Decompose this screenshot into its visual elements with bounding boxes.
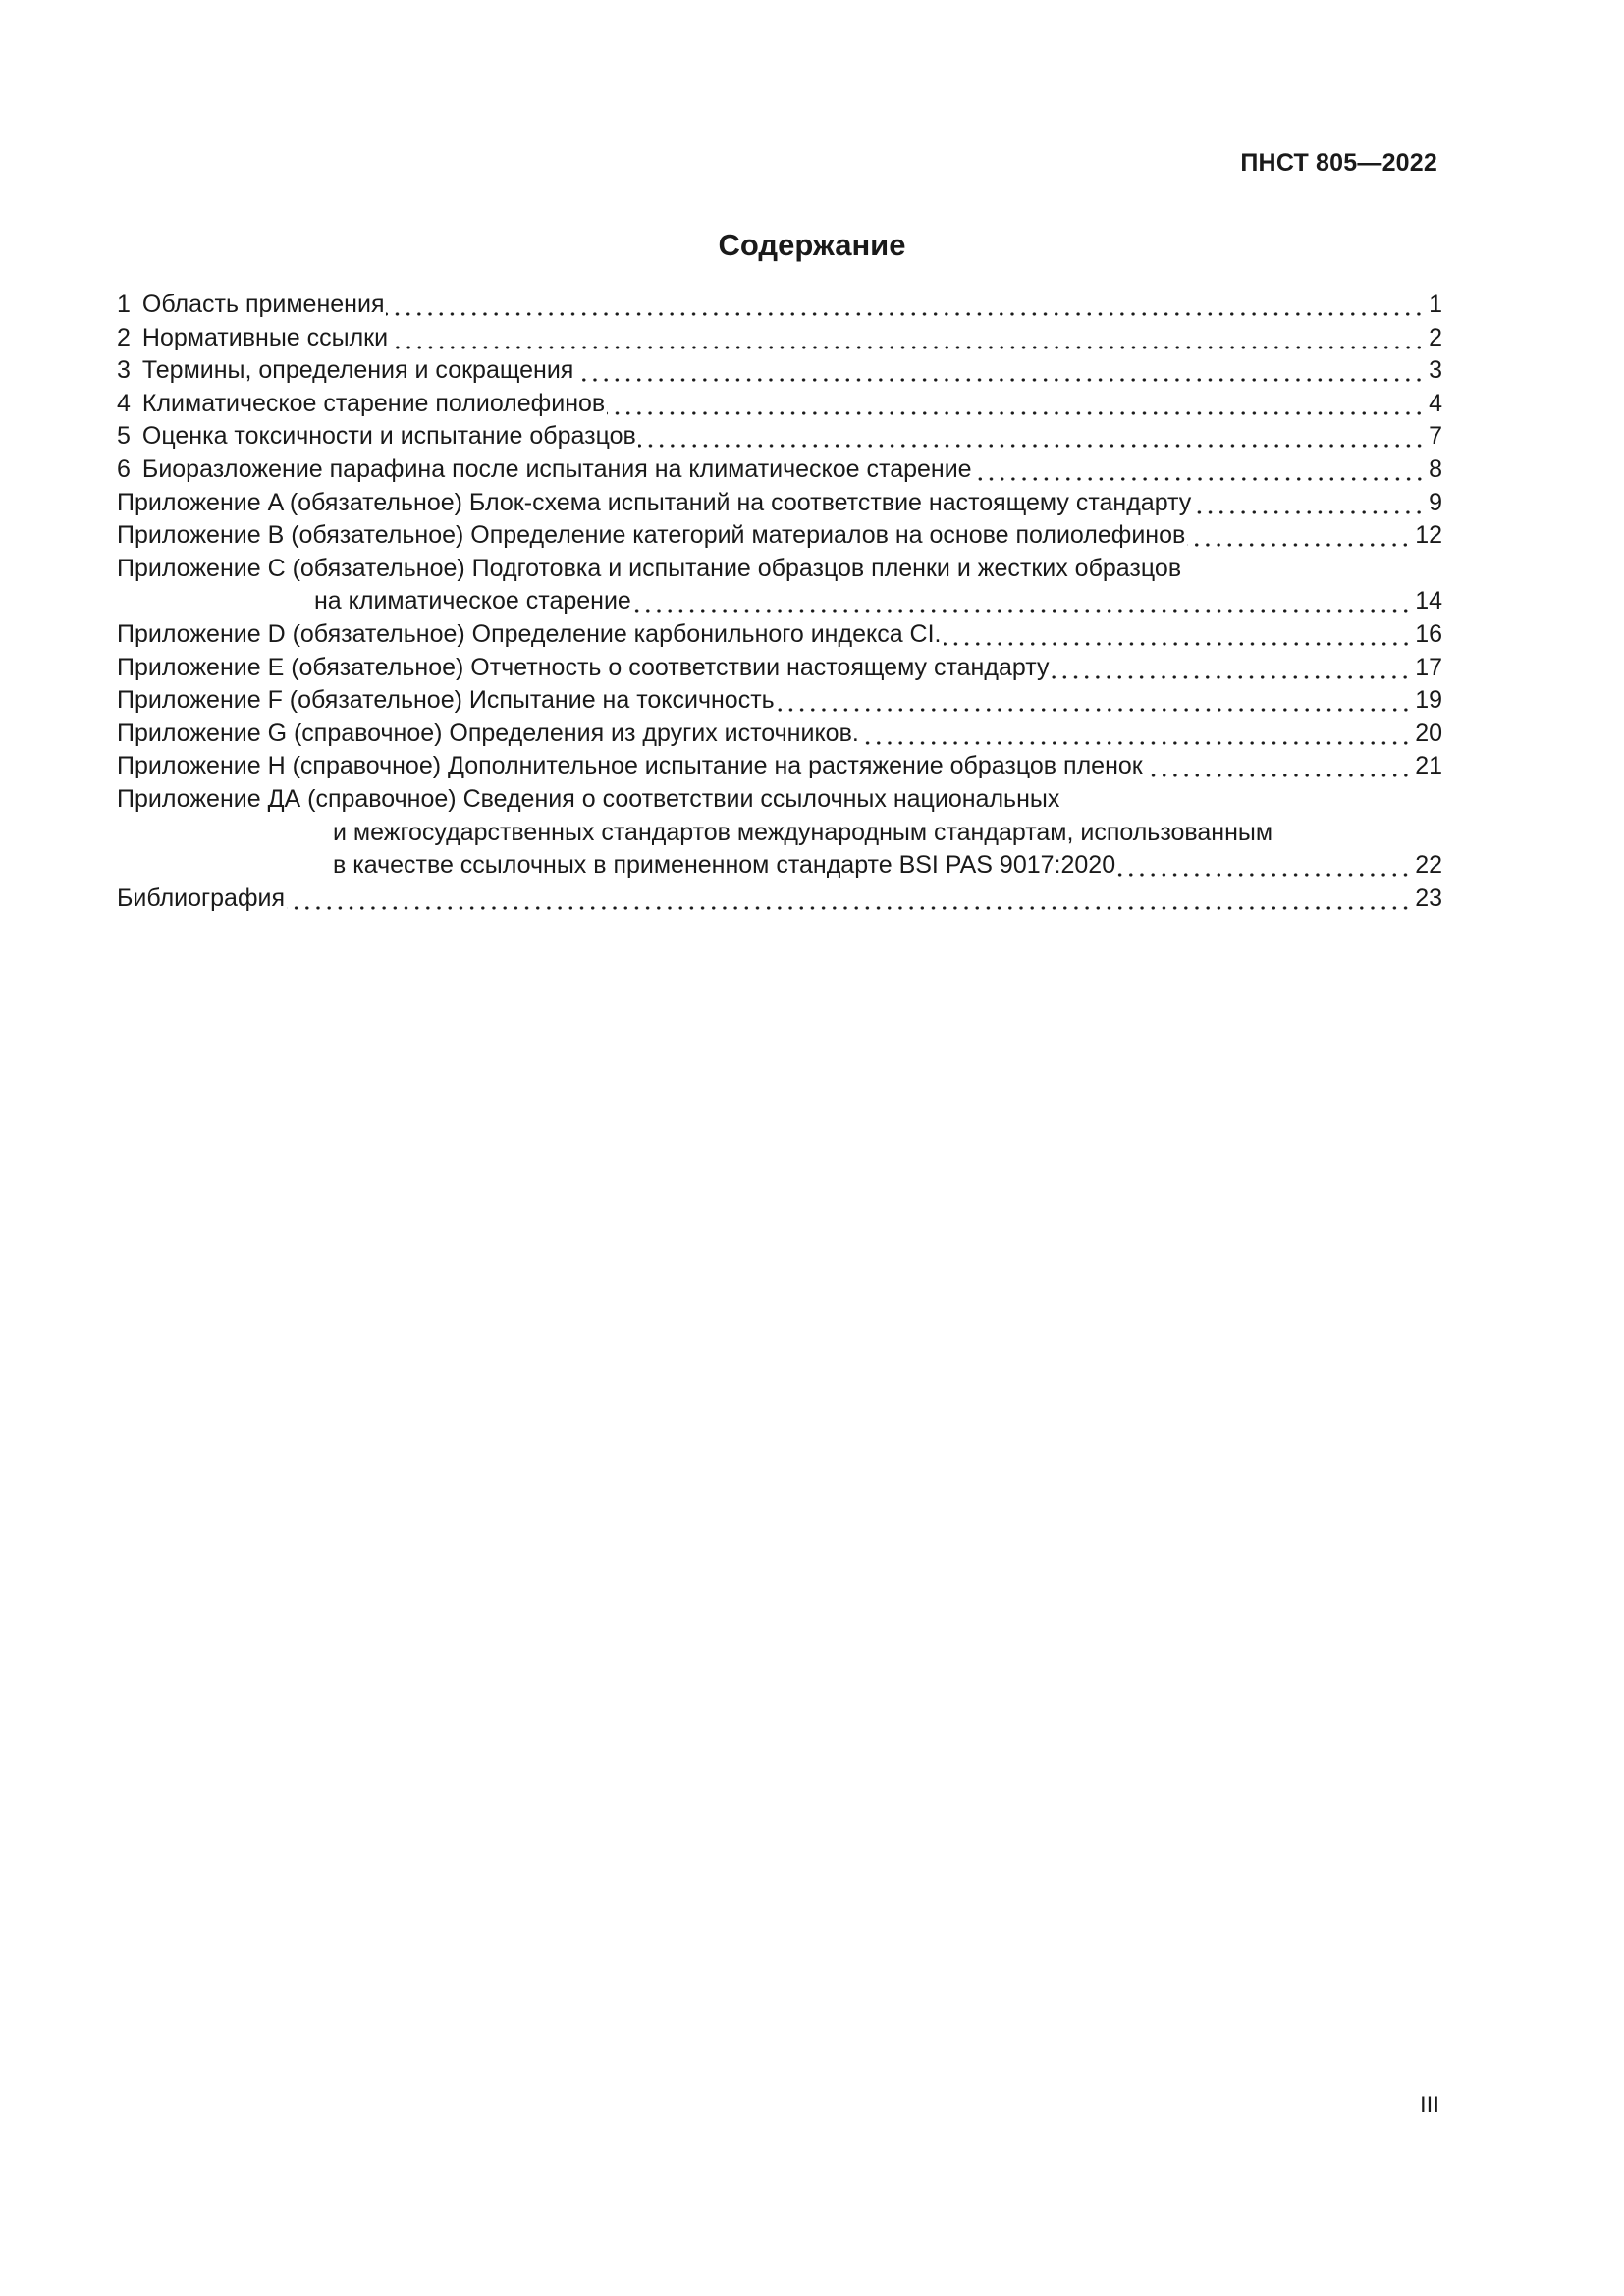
- dot-leader: [1051, 652, 1411, 685]
- toc-entry-text: Приложение A (обязательное) Блок-схема испытаний на соответствие настоящему стандарту: [117, 488, 1192, 516]
- toc-entry-page: 21: [1415, 752, 1442, 780]
- toc-entry-page: 8: [1429, 454, 1442, 483]
- toc-entry-appendix-a[interactable]: [117, 487, 1442, 520]
- toc-entry-label: [117, 322, 388, 355]
- toc-entry-appendix-f[interactable]: [117, 684, 1442, 718]
- dot-leader: [777, 684, 1412, 718]
- toc-entry-number: 2: [117, 323, 131, 351]
- dot-leader: [1187, 519, 1411, 553]
- toc-entry-page: 22: [1415, 851, 1442, 880]
- toc-entry-page: 17: [1415, 653, 1442, 681]
- toc-entry-page: 19: [1415, 686, 1442, 715]
- toc-entry-page: 14: [1415, 587, 1442, 615]
- dot-leader: [386, 289, 1425, 322]
- toc-entry-appendix-c[interactable]: [117, 553, 1442, 618]
- toc-entry-label: [117, 289, 384, 322]
- toc-entry-text: Область применения: [141, 291, 385, 318]
- dot-leader: [1193, 487, 1425, 520]
- toc-entry-continuation: в качестве ссылочных в примененном стандарте BSI PAS 9017:2020: [333, 851, 1116, 880]
- toc-title: Содержание: [718, 228, 906, 262]
- document-code: ПНСТ 805—2022: [1240, 149, 1437, 177]
- page-number: III: [1419, 2092, 1439, 2118]
- toc-entry-page: 9: [1429, 488, 1442, 516]
- toc-entry-page: 4: [1429, 389, 1442, 417]
- dot-leader: [390, 322, 1425, 355]
- dot-leader: [607, 388, 1425, 421]
- dot-leader: [861, 718, 1411, 751]
- toc-entry-text: Приложение G (справочное) Определения из других источников.: [117, 719, 859, 747]
- toc-entry-continuation: и межгосударственных стандартов международным стандартам, использованным: [333, 818, 1273, 846]
- toc-entry-text: Приложение H (справочное) Дополнительное испытание на растяжение образцов пленок: [117, 752, 1143, 780]
- dot-leader: [638, 420, 1425, 454]
- toc-entry-text: Приложение B (обязательное) Определение категорий материалов на основе полиолефинов: [117, 521, 1186, 550]
- toc-entry-2[interactable]: [117, 322, 1442, 355]
- toc-entry-number: 4: [117, 389, 131, 417]
- toc-entry-page: 23: [1415, 883, 1442, 912]
- toc-entry-page: 2: [1429, 323, 1442, 351]
- toc-entry-5[interactable]: [117, 420, 1442, 454]
- toc-entry-text: Приложение E (обязательное) Отчетность о соответствии настоящему стандарту: [117, 653, 1050, 681]
- toc-entry-label: [117, 388, 605, 421]
- toc-entry-page: 20: [1415, 719, 1442, 747]
- toc-entry-continuation: на климатическое старение: [314, 587, 631, 615]
- toc-entry-text: Приложение F (обязательное) Испытание на токсичность: [117, 686, 775, 715]
- toc-entry-appendix-e[interactable]: [117, 652, 1442, 685]
- toc-entry-number: 6: [117, 454, 131, 483]
- toc-entry-text: Библиография: [117, 883, 286, 912]
- toc-entry-text: Нормативные ссылки: [141, 323, 389, 351]
- dot-leader: [287, 882, 1411, 916]
- toc-entry-text: Приложение ДА (справочное) Сведения о соответствии ссылочных национальных: [117, 784, 1060, 813]
- toc-entry-4[interactable]: [117, 388, 1442, 421]
- toc-entry-text: Термины, определения и сокращения: [141, 356, 574, 385]
- dot-leader: [1117, 849, 1411, 882]
- dot-leader: [633, 585, 1411, 618]
- table-of-contents: [117, 289, 1442, 915]
- toc-entry-text: Приложение C (обязательное) Подготовка и испытание образцов пленки и жестких образцов: [117, 554, 1182, 582]
- toc-entry-appendix-h[interactable]: [117, 750, 1442, 783]
- toc-entry-text: Климатическое старение полиолефинов: [141, 389, 606, 417]
- toc-entry-appendix-b[interactable]: [117, 519, 1442, 553]
- toc-entry-number: 5: [117, 422, 131, 451]
- toc-entry-6[interactable]: [117, 454, 1442, 487]
- toc-entry-label: [117, 454, 972, 487]
- toc-entry-number: 3: [117, 356, 131, 385]
- toc-entry-3[interactable]: [117, 354, 1442, 388]
- toc-entry-text: Приложение D (обязательное) Определение карбонильного индекса CI.: [117, 619, 942, 648]
- toc-entry-appendix-g[interactable]: [117, 718, 1442, 751]
- toc-entry-appendix-da[interactable]: [117, 783, 1442, 882]
- dot-leader: [1145, 750, 1411, 783]
- toc-entry-1[interactable]: [117, 289, 1442, 322]
- toc-entry-bibliography[interactable]: [117, 882, 1442, 916]
- toc-entry-number: 1: [117, 291, 131, 318]
- toc-entry-label: [117, 420, 636, 454]
- toc-entry-page: 16: [1415, 619, 1442, 648]
- toc-entry-page: 3: [1429, 356, 1442, 385]
- toc-entry-text: Биоразложение парафина после испытания на климатическое старение: [141, 454, 972, 483]
- toc-entry-page: 7: [1429, 422, 1442, 451]
- toc-entry-appendix-d[interactable]: [117, 618, 1442, 652]
- dot-leader: [575, 354, 1425, 388]
- toc-entry-page: 12: [1415, 521, 1442, 550]
- dot-leader: [944, 618, 1412, 652]
- toc-entry-text: Оценка токсичности и испытание образцов: [141, 422, 636, 451]
- toc-entry-page: 1: [1429, 291, 1442, 318]
- dot-leader: [974, 454, 1425, 487]
- toc-entry-label: [117, 354, 573, 388]
